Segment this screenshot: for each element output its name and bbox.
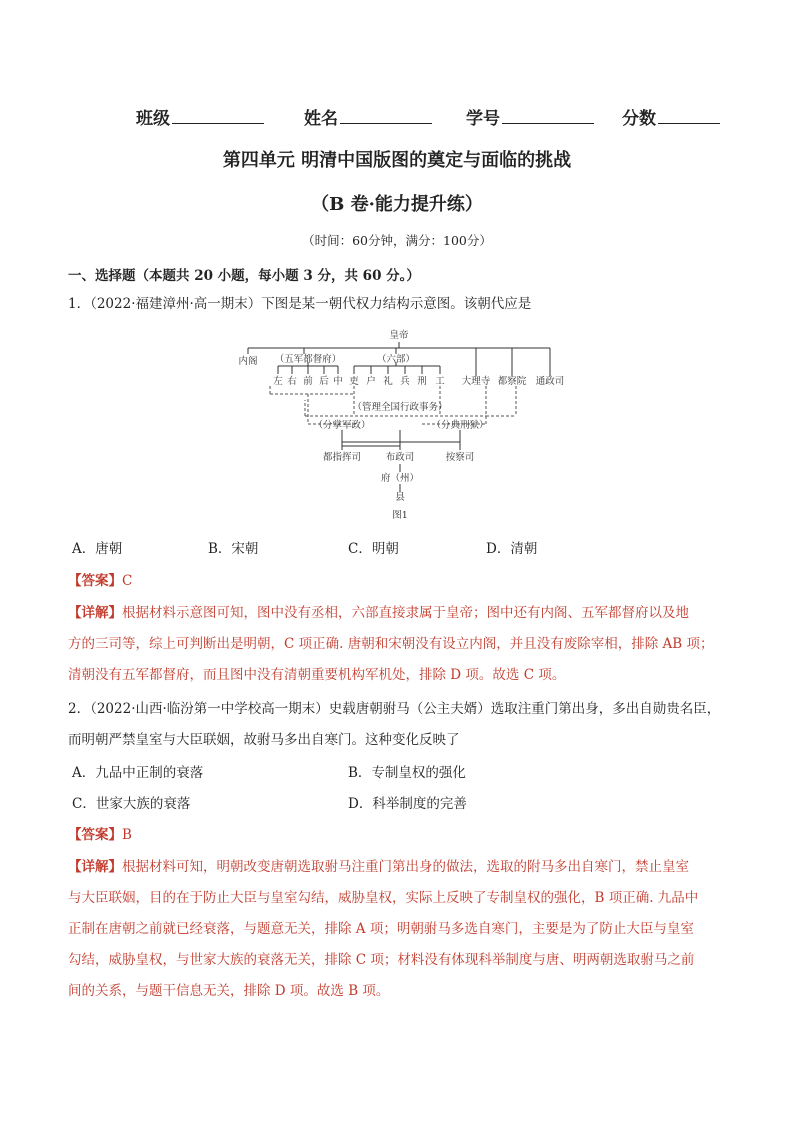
node-neige: 内阁	[238, 356, 258, 367]
time-info: （时间：60分钟，满分：100分）	[302, 233, 492, 248]
q1-detail-line-2: 清朝没有五军都督府，而且图中没有清朝重要机构军机处，排除 D 项。故选 C 项。	[68, 667, 566, 683]
q2-detail-label: 【详解】	[68, 859, 122, 875]
node-ministry-1: 户	[366, 376, 376, 387]
node-ministry-2: 礼	[383, 376, 393, 387]
student-id-field	[466, 104, 594, 129]
q1-option-d[interactable]: D．清朝	[486, 541, 538, 557]
q2-option-d[interactable]: D．科举制度的完善	[348, 796, 467, 812]
name-blank[interactable]	[340, 122, 432, 124]
class-label: 班级	[136, 109, 170, 129]
q2-answer	[68, 823, 132, 843]
q1-answer-value: C	[122, 573, 133, 589]
node-manage-all: （管理全国行政事务）	[352, 402, 448, 413]
q2-detail-text-0: 根据材料可知，明朝改变唐朝选取驸马注重门第出身的做法，选取的附马多出自寒门，禁止皇室	[122, 859, 689, 875]
q1-option-b[interactable]: B．宋朝	[208, 541, 259, 557]
q2-stem-line-1: 而明朝严禁皇室与大臣联姻，故驸马多出自寒门。这种变化反映了	[68, 732, 460, 748]
node-ministry-5: 工	[435, 376, 445, 387]
q2-detail-line-2: 正制在唐朝之前就已经衰落，与题意无关，排除 A 项；明朝驸马多选自寒门，主要是为了防止大臣与皇室	[68, 921, 694, 937]
q1-detail-text-0: 根据材料示意图可知，图中没有丞相，六部直接隶属于皇帝；图中还有内阁、五军都督府以及地	[122, 605, 689, 621]
q2-answer-label: 【答案】	[68, 827, 122, 843]
q2-stem-line-0: 2．（2022·山西·临汾第一中学校高一期末）史载唐朝驸马（公主夫婿）选取注重门第出身，多出自勋贵名臣，	[68, 701, 721, 717]
diagram-caption: 图1	[392, 510, 408, 521]
node-justice: （分典刑狱）	[431, 420, 489, 431]
q1-stem: 1．（2022·福建漳州·高一期末）下图是某一朝代权力结构示意图。该朝代应是	[68, 296, 532, 312]
q1-answer	[68, 569, 132, 589]
node-army-1: 右	[287, 376, 297, 387]
node-army-2: 前	[303, 376, 313, 387]
node-emperor: 皇帝	[389, 330, 409, 341]
q2-option-a[interactable]: A．九品中正制的衰落	[72, 765, 204, 781]
node-military: （分掌军政）	[313, 420, 371, 431]
section-heading: 一、选择题（本题共 20 小题，每小题 3 分，共 60 分。）	[68, 268, 420, 284]
name-field	[304, 104, 432, 129]
node-ministry-3: 兵	[400, 376, 410, 387]
page-subtitle: （B 卷·能力提升练）	[311, 194, 483, 215]
page-title: 第四单元 明清中国版图的奠定与面临的挑战	[222, 150, 572, 171]
id-blank[interactable]	[502, 122, 594, 124]
node-ministry-0: 吏	[349, 376, 359, 387]
q2-detail-line-0	[68, 855, 689, 875]
q2-option-c[interactable]: C．世家大族的衰落	[72, 796, 191, 812]
node-xian: 县	[395, 492, 405, 503]
node-duzhihuishi: 都指挥司	[322, 452, 362, 463]
q2-detail-line-1: 与大臣联姻，目的在于防止大臣与皇室勾结，威胁皇权，实际上反映了专制皇权的强化，B 项正确. 九品中	[68, 890, 699, 906]
q1-detail-line-0	[68, 601, 689, 621]
class-blank[interactable]	[172, 122, 264, 124]
q1-detail-label: 【详解】	[68, 605, 122, 621]
node-army-4: 中	[333, 376, 343, 387]
q2-detail-line-3: 勾结，威胁皇权，与世家大族的衰落无关，排除 C 项；材料没有体现科举制度与唐、明两朝选取驸马之前	[68, 952, 695, 968]
class-field	[136, 104, 264, 129]
q2-detail-line-4: 间的关系，与题干信息无关，排除 D 项。故选 B 项。	[68, 983, 390, 999]
node-five-armies: （五军都督府）	[274, 354, 342, 365]
node-tongzhengsi: 通政司	[535, 376, 565, 387]
q1-option-c[interactable]: C．明朝	[348, 541, 399, 557]
q2-option-b[interactable]: B．专制皇权的强化	[348, 765, 466, 781]
power-structure-diagram	[230, 326, 570, 522]
score-field	[622, 104, 720, 129]
node-fuzhou: 府（州）	[380, 473, 420, 484]
score-blank[interactable]	[658, 122, 720, 124]
q1-detail-line-1: 方的三司等，综上可判断出是明朝，C 项正确. 唐朝和宋朝没有设立内阁，并且没有废除宰相，排除 AB 项；	[68, 636, 714, 652]
node-buzhengsi: 布政司	[385, 452, 415, 463]
q2-answer-value: B	[122, 827, 132, 843]
q1-option-a[interactable]: A．唐朝	[72, 541, 123, 557]
q1-answer-label: 【答案】	[68, 573, 122, 589]
id-label: 学号	[466, 109, 500, 129]
name-label: 姓名	[304, 109, 338, 129]
score-label: 分数	[622, 109, 656, 129]
node-dalisi: 大理寺	[461, 376, 491, 387]
node-duchayuan: 都察院	[497, 376, 527, 387]
node-ministry-4: 刑	[417, 376, 427, 387]
node-anchasi: 按察司	[445, 452, 475, 463]
node-army-3: 后	[319, 376, 329, 387]
node-six-ministries: （六部）	[376, 354, 416, 365]
node-army-0: 左	[273, 376, 283, 387]
